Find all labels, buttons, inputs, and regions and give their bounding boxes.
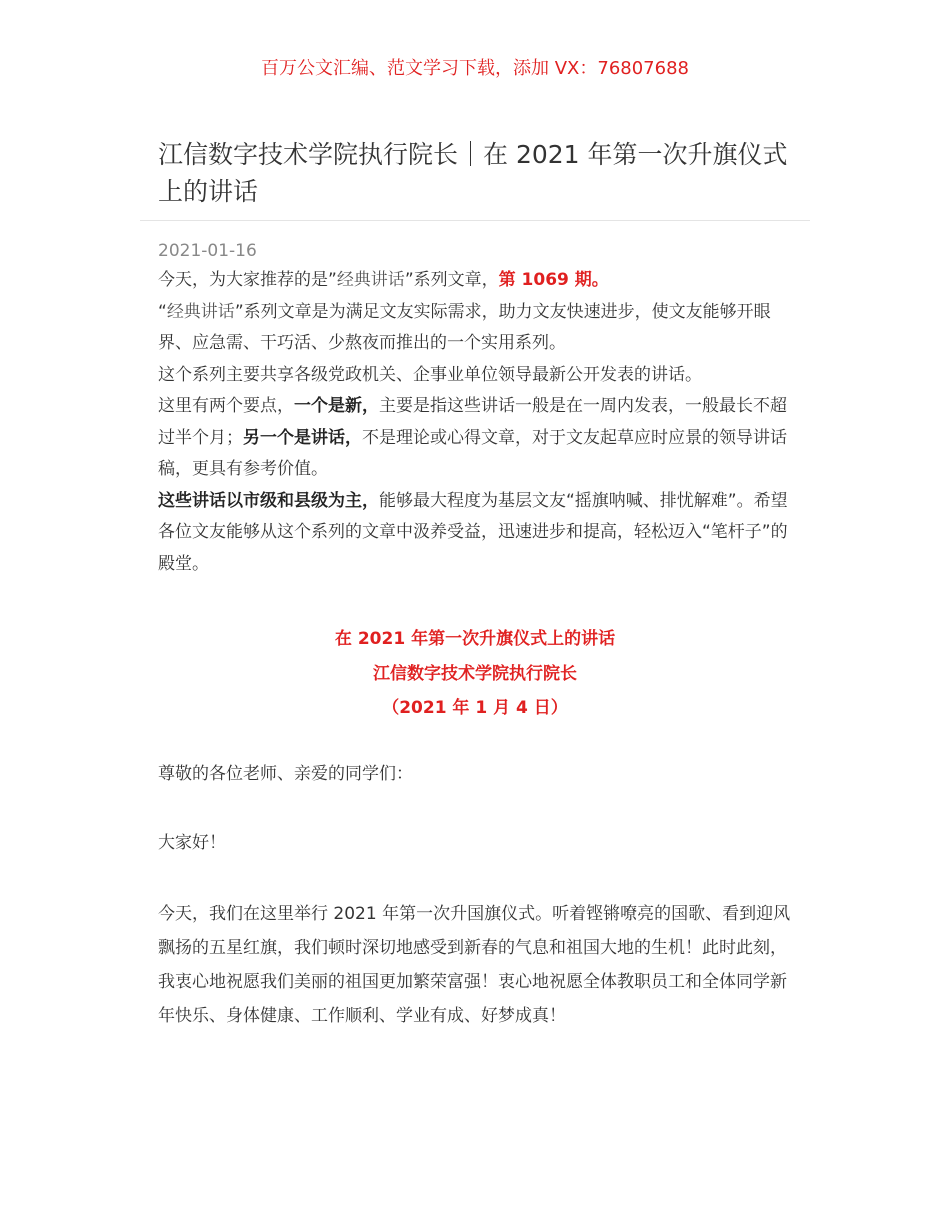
emphasis-text: 这些讲话以市级和县级为主， [158,490,379,511]
intro-paragraph-3: 这个系列主要共享各级党政机关、企事业单位领导最新公开发表的讲话。 [158,364,702,385]
emphasis-text: 另一个是讲话， [243,427,362,448]
intro-text: 这里有两个要点， [158,396,294,416]
intro-paragraph-2 [158,297,798,360]
speech-date: （2021 年 1 月 4 日） [382,698,568,718]
intro-text: 能够最大程度为基层文友“摇旗呐喊、排忧解难”。希望各位文友能够从这个系列的文章中汲养受益，迅速进步和提高，轻松迈入“笔杆子”的殿堂。 [158,490,788,574]
title-divider [140,220,810,221]
intro-text: 主要是指这些讲话一般是在一周内发表，一般最长不超过半个月； [158,396,787,448]
speech-paragraph-1: 今天，我们在这里举行 2021 年第一次升国旗仪式。听着铿锵嘹亮的国歌、看到迎风飘扬的五星红旗，我们顿时深切地感受到新春的气息和祖国大地的生机！此时此刻，我衷心地祝愿我们美丽的祖国更加繁荣富强！衷心地祝愿全体教职员工和全体同学新年快乐、身体健康、工作顺利、学业有成、好梦成真！ [158,904,791,1026]
speech-header [0,622,950,726]
intro-text: ”系列文章， [404,270,499,290]
speech-hello: 大家好！ [158,833,226,853]
intro-text: 今天，为大家推荐的是” [158,270,337,290]
series-name: 经典讲话 [336,270,405,290]
intro-text: 不是理论或心得文章，对于文友起草应时应景的领导讲话稿，更具有参考价值。 [158,427,787,479]
intro-paragraph-4 [158,391,798,486]
intro-paragraph-5 [158,486,798,581]
intro-text: “ [158,301,167,322]
series-name: 经典讲话 [166,301,235,322]
article-title: 江信数字技术学院执行院长｜在 2021 年第一次升旗仪式上的讲话 [158,140,788,206]
intro-section [158,265,798,580]
article-date: 2021-01-16 [158,241,257,261]
intro-text: ”系列文章是为满足文友实际需求，助力文友快速进步，使文友能够开眼界、应急需、干巧活、少熬夜而推出的一个实用系列。 [158,301,771,353]
promo-banner: 百万公文汇编、范文学习下载，添加 VX：76807688 [261,58,689,79]
issue-number: 第 1069 期。 [498,270,609,290]
intro-paragraph-1 [158,265,798,297]
speech-speaker: 江信数字技术学院执行院长 [373,663,577,684]
speech-title: 在 2021 年第一次升旗仪式上的讲话 [334,629,616,649]
emphasis-text: 一个是新， [294,396,379,416]
speech-greeting: 尊敬的各位老师、亲爱的同学们： [158,764,413,784]
